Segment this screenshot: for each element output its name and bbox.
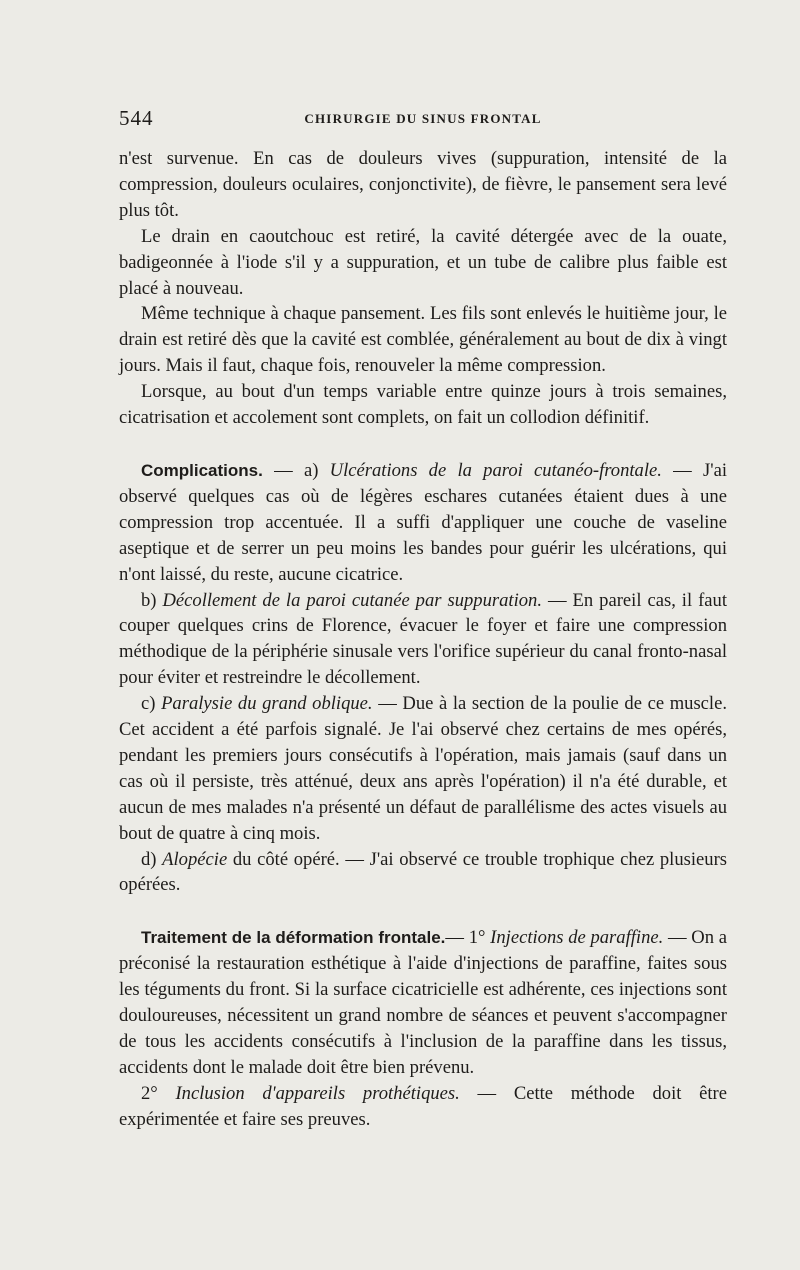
item-text: — Cette méthode doit être expérimentée et faire ses preuves. [119, 1082, 727, 1130]
subheading-inclusion: Inclusion d'appareils prothétiques. [175, 1082, 460, 1104]
section-heading-traitement: Traitement de la déformation frontale. [141, 928, 446, 948]
item-label: b) [141, 589, 163, 611]
item-text: du côté opéré. — J'ai observé ce trouble trophique chez plusieurs opérées. [119, 848, 728, 896]
item-label: d) [141, 848, 163, 870]
complications-d [119, 847, 727, 899]
running-head: CHIRURGIE DU SINUS FRONTAL [304, 111, 542, 126]
paragraph: Lorsque, au bout d'un temps variable entre quinze jours à trois semaines, cicatrisation et accolement sont complets, on fait un collodion définitif. [119, 381, 727, 429]
subheading-decollement: Décollement de la paroi cutanée par suppuration. [162, 589, 543, 611]
traitement-2 [119, 1081, 727, 1133]
page-number: 544 [119, 106, 154, 130]
item-text: — Due à la section de la poulie de ce muscle. Cet accident a été parfois signalé. Je l'ai observé chez certains de mes opérés, pendant les premiers jours consécutifs à l'opération, mais jamais (sauf dans un cas où il persiste, très atténué, deux ans après l'opération) il n'a été durable, et aucun de mes malades n'a présenté un défaut de parallélisme des actes visuels au bout de quatre à cinq mois. [119, 693, 728, 844]
paragraph: Le drain en caoutchouc est retiré, la cavité détergée avec de la ouate, badigeonnée à l'iode s'il y a suppuration, et un tube de calibre plus faible est placé à nouveau. [119, 225, 727, 299]
item-text: — J'ai observé quelques cas où de légères eschares cutanées étaient dues à une compression trop accentuée. Il a suffi d'appliquer une couche de vaseline aseptique et de serrer un peu moins les bandes pour guérir les ulcérations, qui n'ont laissé, du reste, aucune cicatrice. [119, 459, 728, 585]
item-text: — En pareil cas, il faut couper quelques crins de Florence, évacuer le foyer et faire une compression méthodique de la périphérie sinusale vers l'orifice supérieur du canal fronto-nasal pour éviter et restreindre le décollement. [119, 589, 728, 689]
item-label: — 1° [445, 927, 491, 949]
item-label: 2° [141, 1082, 176, 1104]
body-text [119, 146, 727, 1133]
subheading-alopecie: Alopécie [162, 848, 228, 870]
item-text: — On a préconisé la restauration esthétique à l'aide d'injections de paraffine, faites sous les téguments du front. Si la surface cicatricielle est adhérente, ces injections sont douloureuses, nécessitent un grand nombre de séances et peuvent s'accompagner de tous les accidents consécutifs à l'inclusion de la paraffine dans les tissus, accidents dont le malade doit être bien prévenu. [119, 927, 727, 1078]
traitement-1 [119, 925, 727, 1080]
page-header [119, 106, 727, 132]
subheading-injections: Injections de paraffine. [490, 927, 664, 949]
section-heading-complications: Complications. [141, 460, 263, 480]
complications-c [119, 691, 727, 846]
paragraph: Même technique à chaque pansement. Les fils sont enlevés le huitième jour, le drain est retiré dès que la cavité est comblée, généralement au bout de dix à vingt jours. Mais il faut, chaque fois, renouveler la même compression. [119, 303, 727, 377]
item-label: c) [141, 693, 162, 715]
item-label: — a) [262, 459, 330, 481]
complications-b [119, 588, 727, 692]
subheading-paralysie: Paralysie du grand oblique. [161, 693, 373, 715]
complications-a [119, 458, 727, 588]
subheading-ulcerations: Ulcérations de la paroi cutanéo-frontale. [329, 459, 662, 481]
paragraph: n'est survenue. En cas de douleurs vives (suppuration, intensité de la compression, douleurs oculaires, conjonctivite), de fièvre, le pansement sera levé plus tôt. [119, 148, 727, 221]
